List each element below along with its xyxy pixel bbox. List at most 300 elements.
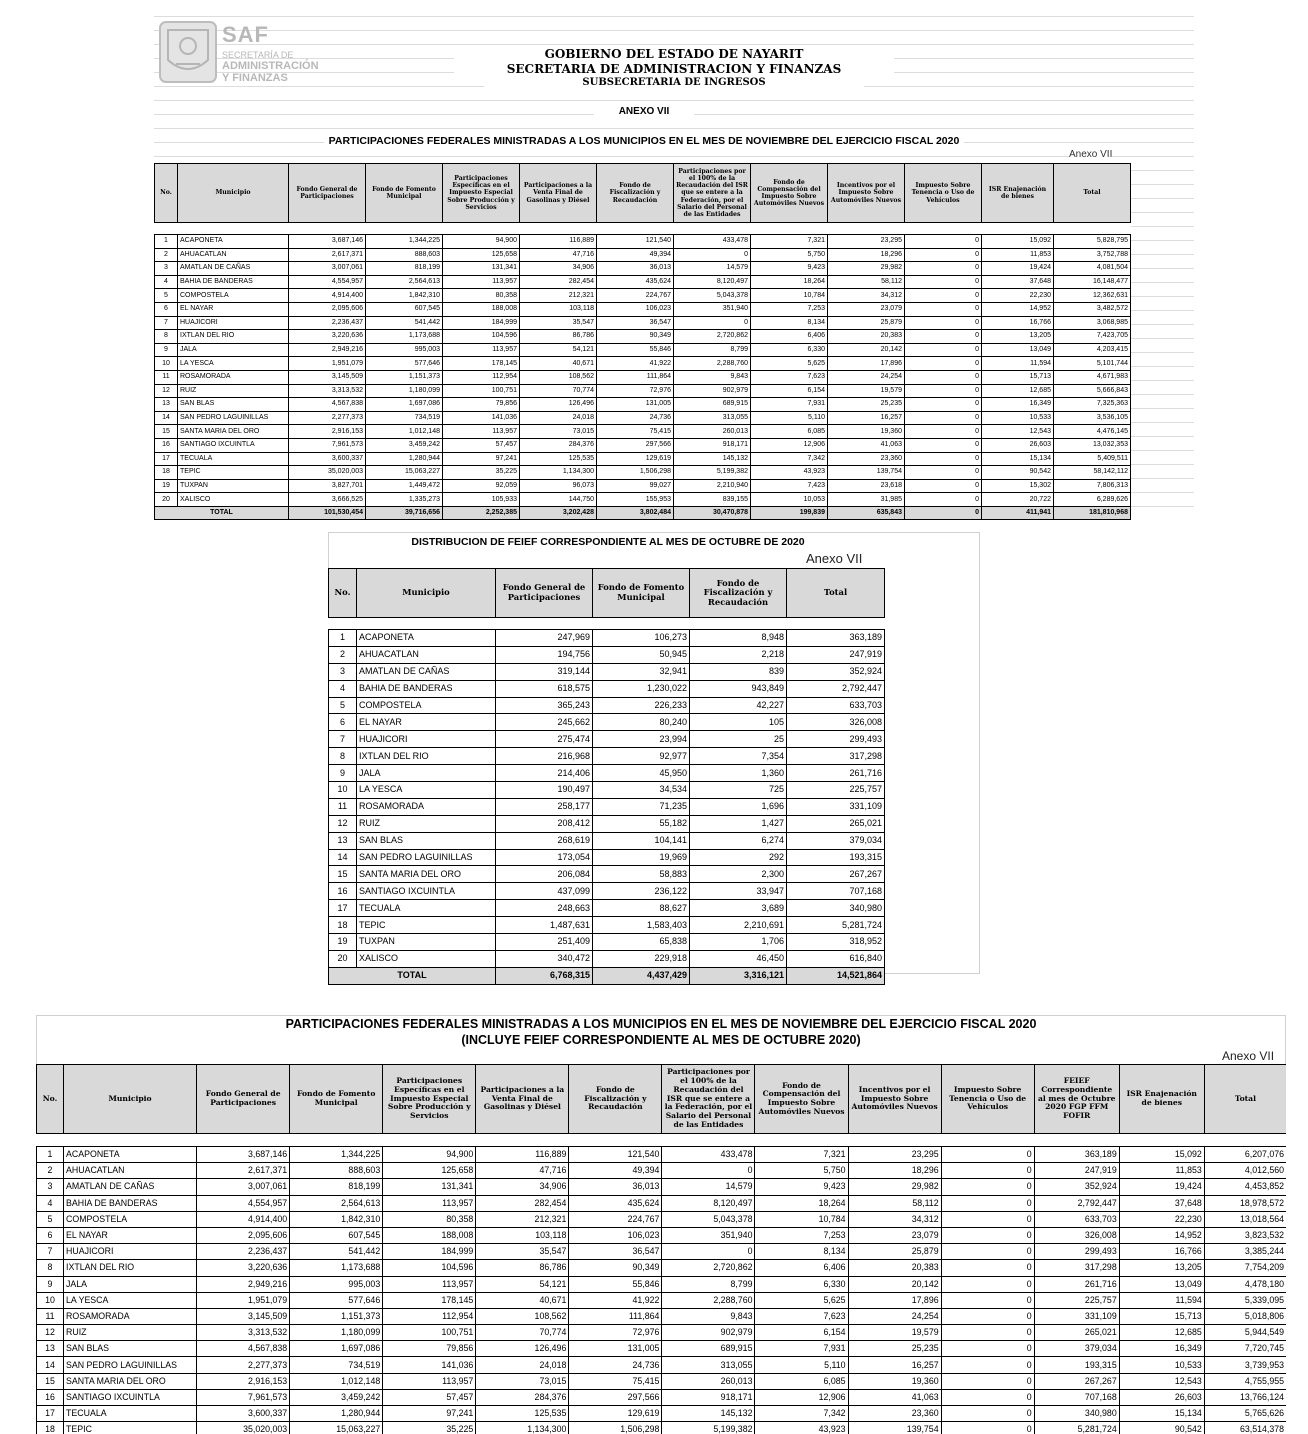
amount-cell: 0 — [905, 479, 982, 493]
municipio-name: RUIZ — [64, 1325, 197, 1341]
municipio-name: ACAPONETA — [64, 1147, 197, 1163]
amount-cell: 20,722 — [982, 493, 1054, 507]
column-header: Participaciones por el 100% de la Recaudación del ISR que se entere a la Federación, por el Salario del Personal de las Entidades — [662, 1065, 755, 1134]
amount-cell: 178,145 — [383, 1292, 476, 1308]
municipio-name: AMATLAN DE CAÑAS — [178, 262, 289, 276]
table-row — [155, 452, 1131, 466]
amount-cell: 6,154 — [751, 384, 828, 398]
total-label: TOTAL — [155, 506, 289, 520]
total-row — [155, 506, 1131, 520]
amount-cell: 129,619 — [597, 452, 674, 466]
report-title: PARTICIPACIONES FEDERALES MINISTRADAS A LOS MUNICIPIOS EN EL MES DE NOVIEMBRE DEL EJERCICIO FISCAL 2020 — [324, 135, 964, 147]
amount-cell: 2,617,371 — [197, 1163, 290, 1179]
amount-cell: 194,756 — [496, 646, 593, 663]
amount-cell: 15,713 — [1119, 1308, 1204, 1324]
row-number: 9 — [329, 765, 357, 782]
amount-cell: 105 — [690, 714, 787, 731]
empty-cell — [383, 1134, 476, 1147]
amount-cell: 0 — [905, 493, 982, 507]
amount-cell: 19,360 — [828, 425, 905, 439]
row-number: 6 — [155, 302, 178, 316]
amount-cell: 193,315 — [1034, 1357, 1119, 1373]
amount-cell: 7,423 — [751, 479, 828, 493]
amount-cell: 4,671,983 — [1054, 370, 1131, 384]
amount-cell: 3,145,509 — [197, 1308, 290, 1324]
amount-cell: 707,168 — [787, 883, 885, 900]
amount-cell: 4,476,145 — [1054, 425, 1131, 439]
amount-cell: 13,205 — [982, 330, 1054, 344]
amount-cell: 86,786 — [520, 330, 597, 344]
amount-cell: 4,478,180 — [1204, 1276, 1286, 1292]
amount-cell: 9,843 — [674, 370, 751, 384]
amount-cell: 248,663 — [496, 900, 593, 917]
amount-cell: 13,766,124 — [1204, 1389, 1286, 1405]
table-row — [155, 411, 1131, 425]
municipio-name: HUAJICORI — [178, 316, 289, 330]
total-amount: 635,843 — [828, 506, 905, 520]
amount-cell: 7,931 — [755, 1341, 848, 1357]
row-number: 2 — [155, 248, 178, 262]
empty-cell — [787, 618, 885, 630]
amount-cell: 297,566 — [597, 438, 674, 452]
anexo-label: Anexo VII — [806, 551, 863, 566]
row-number: 10 — [155, 357, 178, 371]
column-header: FEIEF Correspondiente al mes de Octubre 2020 FGP FFM FOFIR — [1034, 1065, 1119, 1134]
secretaria-title: SECRETARIA DE ADMINISTRACION Y FINANZAS — [454, 62, 894, 76]
municipio-name: AHUACATLAN — [64, 1163, 197, 1179]
amount-cell: 4,554,957 — [289, 275, 366, 289]
table-row — [155, 262, 1131, 276]
amount-cell: 116,889 — [476, 1147, 569, 1163]
amount-cell: 0 — [905, 235, 982, 249]
amount-cell: 13,049 — [982, 343, 1054, 357]
amount-cell: 0 — [941, 1373, 1034, 1389]
table-row — [37, 1357, 1287, 1373]
amount-cell: 18,296 — [848, 1163, 941, 1179]
row-number: 18 — [329, 917, 357, 934]
empty-cell — [690, 618, 787, 630]
amount-cell: 139,754 — [828, 466, 905, 480]
amount-cell: 1,583,403 — [593, 917, 690, 934]
total-amount: 0 — [905, 506, 982, 520]
amount-cell: 55,846 — [597, 343, 674, 357]
amount-cell: 104,596 — [383, 1260, 476, 1276]
amount-cell: 113,957 — [443, 343, 520, 357]
amount-cell: 10,533 — [982, 411, 1054, 425]
amount-cell: 0 — [941, 1179, 1034, 1195]
row-number: 12 — [37, 1325, 64, 1341]
table-row — [329, 646, 885, 663]
total-amount: 3,802,484 — [597, 506, 674, 520]
amount-cell: 297,566 — [569, 1389, 662, 1405]
empty-cell — [597, 223, 674, 235]
amount-cell: 15,092 — [1119, 1147, 1204, 1163]
amount-cell: 58,112 — [828, 275, 905, 289]
table-row — [329, 832, 885, 849]
amount-cell: 111,864 — [569, 1308, 662, 1324]
amount-cell: 260,013 — [662, 1373, 755, 1389]
amount-cell: 3,687,146 — [197, 1147, 290, 1163]
total-amount: 39,716,656 — [366, 506, 443, 520]
amount-cell: 2,949,216 — [289, 343, 366, 357]
amount-cell: 2,210,691 — [690, 917, 787, 934]
feief-table — [328, 568, 885, 985]
amount-cell: 15,302 — [982, 479, 1054, 493]
amount-cell: 284,376 — [520, 438, 597, 452]
municipio-name: LA YESCA — [178, 357, 289, 371]
table-row — [155, 493, 1131, 507]
amount-cell: 317,298 — [787, 748, 885, 765]
combined-report-subtitle: (INCLUYE FEIEF CORRESPONDIENTE AL MES DE OCTUBRE 2020) — [461, 1033, 861, 1047]
amount-cell: 12,685 — [982, 384, 1054, 398]
amount-cell: 121,540 — [597, 235, 674, 249]
row-number: 11 — [329, 798, 357, 815]
amount-cell: 3,313,532 — [289, 384, 366, 398]
amount-cell: 24,254 — [828, 370, 905, 384]
amount-cell: 7,325,363 — [1054, 398, 1131, 412]
amount-cell: 275,474 — [496, 731, 593, 748]
amount-cell: 12,906 — [755, 1389, 848, 1405]
amount-cell: 16,766 — [982, 316, 1054, 330]
amount-cell: 6,207,076 — [1204, 1147, 1286, 1163]
amount-cell: 818,199 — [290, 1179, 383, 1195]
amount-cell: 16,349 — [982, 398, 1054, 412]
amount-cell: 17,896 — [848, 1292, 941, 1308]
amount-cell: 23,295 — [848, 1147, 941, 1163]
amount-cell: 2,095,606 — [197, 1227, 290, 1243]
amount-cell: 4,755,955 — [1204, 1373, 1286, 1389]
table-row — [155, 235, 1131, 249]
amount-cell: 5,018,806 — [1204, 1308, 1286, 1324]
column-header: Participaciones Específicas en el Impuesto Especial Sobre Producción y Servicios — [383, 1065, 476, 1134]
amount-cell: 1,335,273 — [366, 493, 443, 507]
amount-cell: 36,013 — [597, 262, 674, 276]
table-row — [37, 1373, 1287, 1389]
amount-cell: 0 — [905, 411, 982, 425]
spacer-row — [37, 1134, 1287, 1147]
table-row — [37, 1389, 1287, 1405]
amount-cell: 16,257 — [848, 1357, 941, 1373]
amount-cell: 351,940 — [674, 302, 751, 316]
feief-title: DISTRIBUCION DE FEIEF CORRESPONDIENTE AL MES DE OCTUBRE DE 2020 — [411, 536, 805, 548]
empty-cell — [37, 1134, 64, 1147]
amount-cell: 6,330 — [751, 343, 828, 357]
amount-cell: 94,900 — [383, 1147, 476, 1163]
total-amount: 3,202,428 — [520, 506, 597, 520]
amount-cell: 435,624 — [569, 1195, 662, 1211]
amount-cell: 173,054 — [496, 849, 593, 866]
amount-cell: 32,941 — [593, 663, 690, 680]
amount-cell: 208,412 — [496, 815, 593, 832]
amount-cell: 5,281,724 — [787, 917, 885, 934]
amount-cell: 4,453,852 — [1204, 1179, 1286, 1195]
amount-cell: 90,349 — [597, 330, 674, 344]
table-row — [155, 248, 1131, 262]
amount-cell: 607,545 — [366, 302, 443, 316]
amount-cell: 0 — [941, 1195, 1034, 1211]
amount-cell: 0 — [905, 343, 982, 357]
empty-cell — [755, 1134, 848, 1147]
amount-cell: 1,280,944 — [366, 452, 443, 466]
table-row — [329, 731, 885, 748]
amount-cell: 3,068,985 — [1054, 316, 1131, 330]
amount-cell: 8,120,497 — [662, 1195, 755, 1211]
table-row — [37, 1276, 1287, 1292]
table-row — [329, 714, 885, 731]
amount-cell: 331,109 — [1034, 1308, 1119, 1324]
row-number: 10 — [37, 1292, 64, 1308]
amount-cell: 225,757 — [787, 782, 885, 799]
amount-cell: 7,623 — [755, 1308, 848, 1324]
amount-cell: 0 — [905, 384, 982, 398]
amount-cell: 19,969 — [593, 849, 690, 866]
amount-cell: 55,846 — [569, 1276, 662, 1292]
amount-cell: 92,977 — [593, 748, 690, 765]
amount-cell: 2,564,613 — [366, 275, 443, 289]
row-number: 15 — [37, 1373, 64, 1389]
amount-cell: 313,055 — [662, 1357, 755, 1373]
row-number: 13 — [37, 1341, 64, 1357]
table-row — [329, 883, 885, 900]
table-row — [37, 1308, 1287, 1324]
amount-cell: 1,842,310 — [366, 289, 443, 303]
amount-cell: 379,034 — [1034, 1341, 1119, 1357]
amount-cell: 7,321 — [751, 235, 828, 249]
municipio-name: SANTIAGO IXCUINTLA — [357, 883, 496, 900]
amount-cell: 379,034 — [787, 832, 885, 849]
amount-cell: 106,023 — [569, 1227, 662, 1243]
amount-cell: 5,750 — [751, 248, 828, 262]
amount-cell: 1,180,099 — [366, 384, 443, 398]
empty-cell — [329, 618, 357, 630]
amount-cell: 145,132 — [662, 1406, 755, 1422]
empty-cell — [941, 1134, 1034, 1147]
amount-cell: 18,264 — [751, 275, 828, 289]
amount-cell: 11,594 — [1119, 1292, 1204, 1308]
municipio-name: JALA — [64, 1276, 197, 1292]
amount-cell: 24,018 — [476, 1357, 569, 1373]
amount-cell: 2,277,373 — [197, 1357, 290, 1373]
amount-cell: 8,134 — [755, 1244, 848, 1260]
table-row — [329, 630, 885, 647]
municipio-name: BAHIA DE BANDERAS — [178, 275, 289, 289]
subsecretaria-title: SUBSECRETARIA DE INGRESOS — [484, 77, 864, 88]
amount-cell: 144,750 — [520, 493, 597, 507]
amount-cell: 1,344,225 — [290, 1147, 383, 1163]
empty-cell — [357, 618, 496, 630]
empty-cell — [1119, 1134, 1204, 1147]
municipio-name: AHUACATLAN — [357, 646, 496, 663]
table-row — [155, 384, 1131, 398]
anexo-label: Anexo VII — [1069, 149, 1113, 160]
amount-cell: 2,300 — [690, 866, 787, 883]
amount-cell: 5,828,795 — [1054, 235, 1131, 249]
amount-cell: 251,409 — [496, 934, 593, 951]
row-number: 3 — [329, 663, 357, 680]
amount-cell: 0 — [941, 1308, 1034, 1324]
amount-cell: 1,012,148 — [290, 1373, 383, 1389]
column-header: Total — [1204, 1065, 1286, 1134]
column-header: Impuesto Sobre Tenencia o Uso de Vehículos — [941, 1065, 1034, 1134]
november-participations-sheet — [154, 16, 1194, 517]
amount-cell: 8,799 — [662, 1276, 755, 1292]
amount-cell: 25,879 — [828, 316, 905, 330]
column-header: Participaciones a la Venta Final de Gasolinas y Diésel — [520, 164, 597, 223]
column-header: No. — [329, 569, 357, 618]
amount-cell: 352,924 — [1034, 1179, 1119, 1195]
amount-cell: 3,739,953 — [1204, 1357, 1286, 1373]
municipio-name: TEPIC — [64, 1422, 197, 1434]
municipio-name: IXTLAN DEL RIO — [357, 748, 496, 765]
amount-cell: 0 — [905, 289, 982, 303]
amount-cell: 63,514,378 — [1204, 1422, 1286, 1434]
empty-cell — [496, 618, 593, 630]
amount-cell: 15,134 — [1119, 1406, 1204, 1422]
amount-cell: 40,671 — [520, 357, 597, 371]
amount-cell: 3,007,061 — [289, 262, 366, 276]
amount-cell: 49,394 — [569, 1163, 662, 1179]
amount-cell: 326,008 — [787, 714, 885, 731]
amount-cell: 73,015 — [476, 1373, 569, 1389]
amount-cell: 4,567,838 — [197, 1341, 290, 1357]
amount-cell: 113,957 — [443, 275, 520, 289]
row-number: 20 — [155, 493, 178, 507]
amount-cell: 25,235 — [828, 398, 905, 412]
amount-cell: 72,976 — [569, 1325, 662, 1341]
municipio-name: RUIZ — [178, 384, 289, 398]
amount-cell: 57,457 — [443, 438, 520, 452]
amount-cell: 22,230 — [982, 289, 1054, 303]
amount-cell: 20,383 — [848, 1260, 941, 1276]
amount-cell: 363,189 — [787, 630, 885, 647]
amount-cell: 1,230,022 — [593, 680, 690, 697]
amount-cell: 5,043,378 — [662, 1211, 755, 1227]
table-row — [155, 357, 1131, 371]
row-number: 1 — [329, 630, 357, 647]
municipio-name: EL NAYAR — [64, 1227, 197, 1243]
amount-cell: 35,020,003 — [289, 466, 366, 480]
amount-cell: 8,948 — [690, 630, 787, 647]
amount-cell: 247,919 — [787, 646, 885, 663]
table-header-row — [155, 164, 1131, 223]
table-row — [155, 425, 1131, 439]
row-number: 1 — [37, 1147, 64, 1163]
amount-cell: 265,021 — [1034, 1325, 1119, 1341]
amount-cell: 6,406 — [751, 330, 828, 344]
amount-cell: 104,141 — [593, 832, 690, 849]
amount-cell: 206,084 — [496, 866, 593, 883]
amount-cell: 618,575 — [496, 680, 593, 697]
row-number: 12 — [155, 384, 178, 398]
amount-cell: 16,766 — [1119, 1244, 1204, 1260]
amount-cell: 229,918 — [593, 950, 690, 967]
amount-cell: 103,118 — [520, 302, 597, 316]
empty-cell — [982, 223, 1054, 235]
empty-cell — [290, 1134, 383, 1147]
row-number: 8 — [155, 330, 178, 344]
amount-cell: 1,696 — [690, 798, 787, 815]
column-header: Municipio — [64, 1065, 197, 1134]
amount-cell: 29,982 — [848, 1179, 941, 1195]
amount-cell: 0 — [941, 1422, 1034, 1434]
empty-cell — [476, 1134, 569, 1147]
row-number: 12 — [329, 815, 357, 832]
amount-cell: 995,003 — [366, 343, 443, 357]
amount-cell: 3,687,146 — [289, 235, 366, 249]
amount-cell: 15,092 — [982, 235, 1054, 249]
column-header: Incentivos por el Impuesto Sobre Automóviles Nuevos — [828, 164, 905, 223]
amount-cell: 22,230 — [1119, 1211, 1204, 1227]
amount-cell: 1,151,373 — [366, 370, 443, 384]
amount-cell: 0 — [905, 248, 982, 262]
amount-cell: 58,883 — [593, 866, 690, 883]
amount-cell: 6,289,626 — [1054, 493, 1131, 507]
amount-cell: 112,954 — [383, 1308, 476, 1324]
amount-cell: 10,533 — [1119, 1357, 1204, 1373]
amount-cell: 106,023 — [597, 302, 674, 316]
row-number: 19 — [155, 479, 178, 493]
amount-cell: 1,360 — [690, 765, 787, 782]
amount-cell: 75,415 — [569, 1373, 662, 1389]
municipio-name: EL NAYAR — [178, 302, 289, 316]
amount-cell: 7,720,745 — [1204, 1341, 1286, 1357]
amount-cell: 131,341 — [443, 262, 520, 276]
amount-cell: 1,151,373 — [290, 1308, 383, 1324]
amount-cell: 19,579 — [828, 384, 905, 398]
row-number: 7 — [37, 1244, 64, 1260]
municipio-name: SANTA MARIA DEL ORO — [357, 866, 496, 883]
row-number: 17 — [329, 900, 357, 917]
amount-cell: 184,999 — [443, 316, 520, 330]
amount-cell: 88,627 — [593, 900, 690, 917]
amount-cell: 2,277,373 — [289, 411, 366, 425]
amount-cell: 19,579 — [848, 1325, 941, 1341]
table-row — [329, 866, 885, 883]
amount-cell: 113,957 — [383, 1373, 476, 1389]
municipio-name: SANTA MARIA DEL ORO — [64, 1373, 197, 1389]
amount-cell: 9,423 — [755, 1179, 848, 1195]
amount-cell: 90,349 — [569, 1260, 662, 1276]
amount-cell: 0 — [905, 330, 982, 344]
logo-line-3: Y FINANZAS — [222, 72, 288, 84]
table-row — [37, 1325, 1287, 1341]
amount-cell: 80,358 — [443, 289, 520, 303]
amount-cell: 8,799 — [674, 343, 751, 357]
row-number: 10 — [329, 782, 357, 799]
amount-cell: 125,658 — [383, 1163, 476, 1179]
municipio-name: JALA — [178, 343, 289, 357]
amount-cell: 15,063,227 — [290, 1422, 383, 1434]
row-number: 18 — [155, 466, 178, 480]
amount-cell: 12,543 — [1119, 1373, 1204, 1389]
amount-cell: 7,806,313 — [1054, 479, 1131, 493]
november-with-feief-sheet — [36, 1015, 1286, 1434]
municipio-name: SANTA MARIA DEL ORO — [178, 425, 289, 439]
amount-cell: 7,354 — [690, 748, 787, 765]
amount-cell: 16,349 — [1119, 1341, 1204, 1357]
saf-logo — [158, 20, 344, 84]
municipio-name: HUAJICORI — [64, 1244, 197, 1260]
amount-cell: 10,784 — [755, 1211, 848, 1227]
amount-cell: 41,922 — [569, 1292, 662, 1308]
column-header: Fondo General de Participaciones — [197, 1065, 290, 1134]
amount-cell: 1,134,300 — [520, 466, 597, 480]
amount-cell: 70,774 — [476, 1325, 569, 1341]
amount-cell: 6,085 — [755, 1373, 848, 1389]
amount-cell: 24,018 — [520, 411, 597, 425]
municipio-name: SANTIAGO IXCUINTLA — [64, 1389, 197, 1405]
row-number: 2 — [37, 1163, 64, 1179]
